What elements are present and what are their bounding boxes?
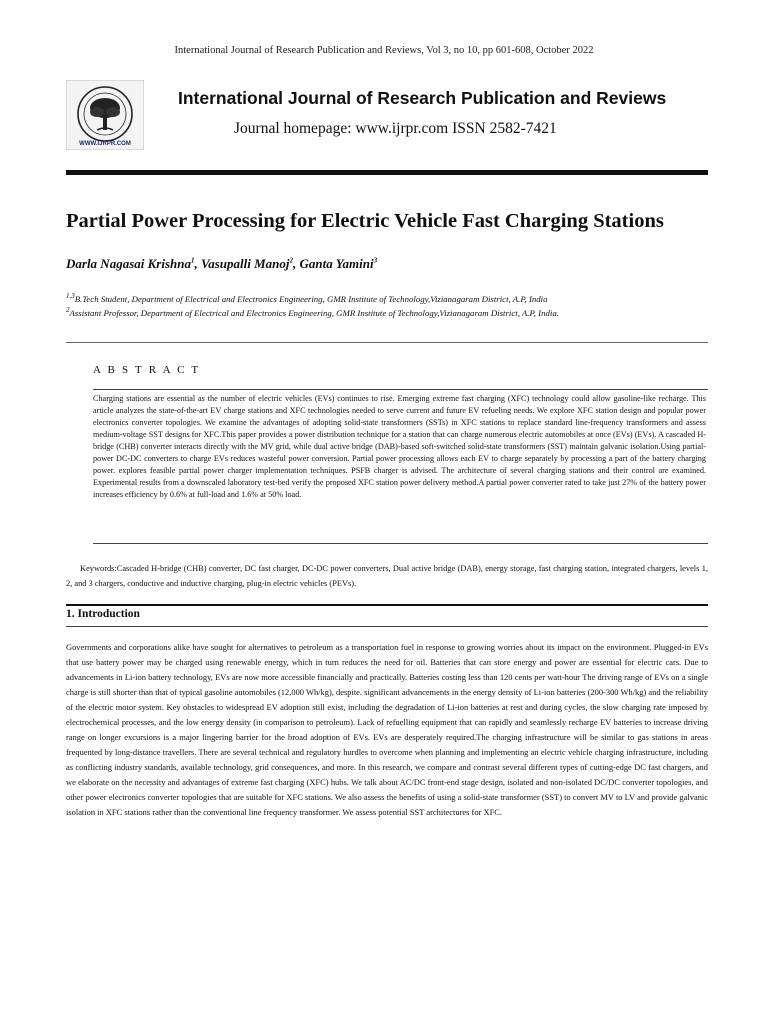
author-sup: 1 [190, 256, 195, 265]
divider [93, 543, 708, 544]
journal-homepage: Journal homepage: www.ijrpr.com ISSN 2582-7421 [234, 120, 557, 137]
author-name: Darla Nagasai Krishna [66, 256, 191, 271]
abstract-heading: A B S T R A C T [93, 364, 201, 376]
divider [66, 626, 708, 627]
running-header: International Journal of Research Publication and Reviews, Vol 3, no 10, pp 601-608, October 2022 [174, 45, 594, 56]
affiliation-sup: 1,3 [66, 292, 75, 300]
article-title: Partial Power Processing for Electric Vehicle Fast Charging Stations [66, 210, 664, 232]
tree-emblem-icon [66, 80, 144, 162]
journal-header [66, 70, 706, 162]
divider [66, 342, 708, 343]
author-sup: 3 [373, 256, 378, 265]
divider [93, 389, 708, 390]
journal-name: International Journal of Research Publication and Reviews [178, 88, 667, 108]
author-sup: 2 [289, 256, 293, 265]
affiliation-sup: 2 [66, 306, 70, 314]
abstract-text: Charging stations are essential as the number of electric vehicles (EVs) continues to rise. Emerging extreme fast charging (XFC) technology could allow gasoline-like recharge. This article analyzes the state-of-the-art EV charge stations and XFC technologies needed to serve current and future EV refueling needs. We explore XFC station design and popular power electronics converter topologies. We examine the advantages of adopting solid-state transformers (SSTs) in XFC stations to replace standard line-frequency transformers and assess medium-voltage SST designs for XFC.This paper provides a power distribution technique for a station that can charge numerous electric automobiles at once (EVs) (EVs). A cascaded H-bridge (CHB) converter interacts directly with the MV grid, while dual active bridge (DAB)-based soft-switched solid-state transformers (SST) maintain galvanic isolation.Using partial-power DC-DC converters to charge EVs reduces wasteful power conversion. Partial power processing allows each EV to charge separately by processing a part of the battery charging power. explores feasible partial power charger implementation techniques. PSFB charger is advised. The architecture of several charging stations and their control are examined. Experimental results from a downscaled laboratory test-bed verify the proposed XFC station power delivery method.A partial power converter rated to take just 27% of the battery power increases efficiency by 0.6% at full-load and 1.6% at 50% load. [93, 394, 706, 499]
author-name: Vasupalli Manoj [200, 256, 290, 271]
author-list: Darla Nagasai Krishna$^1$, Vasupalli Manoj$^2$, Ganta Yamini$^3$ [66, 256, 378, 271]
keywords: Keywords:Cascaded H-bridge (CHB) converter, DC fast charger, DC-DC power converters, Dual active bridge (DAB), energy storage, fast charging station, integrated chargers, levels 1, 2, and 3 chargers, conductive and inductive charging, plug-in electric vehicles (PEVs). [66, 564, 708, 588]
logo-url-text: WWW.IJRPR.COM [79, 141, 131, 147]
header-divider [66, 170, 708, 175]
affiliation [66, 292, 548, 304]
introduction-text: Governments and corporations alike have sought for alternatives to petroleum as a transportation fuel in response to growing worries about its impact on the environment. Plugged-in EVs that use battery power may be charged using renewable energy, which in turn reduces the need for oil. Batteries that can store energy and power are essential for electric cars. Due to advancements in Li-ion battery technology, EVs are now more accessible financially and practically. Batteries costing less than 120 cents per watt-hour The driving range of EVs on a single charge is still shorter than that of typical gasoline automobiles (12,000 Wh/kg), despite. significant advancements in the energy density of Li-ion batteries (200-300 Wh/kg) and the reliability of the electric motor system. Key obstacles to widespread EV adoption still exist, including the degradation of Li-ion batteries at rest and during cycles, the slow charging rate imposed by electrochemical processes, and the low energy density (in comparison to petroleum). Lack of refuelling equipment that can rapidly and seamlessly recharge EV batteries to increase driving range on longer excursions is a major lingering barrier for the broad adoption of EVs. EVs are desperately required.The charging infrastructure will be similar to gas stations in areas frequented by long-distance travellers. There are several technical and regulatory hurdles to overcome when planning and implementing an electric vehicle charging infrastructure, including as conflicting industry standards, available technology, grid consequences, and more. In this research, we compare and contrast several different types of cutting-edge DC fast chargers, and we elaborate on the necessity and advantages of extreme fast charging (XFC) hubs. We talk about AC/DC front-end stage design, isolated and non-isolated DC/DC converter topologies, and other power electronics converter topologies that are suitable for XFC stations. We also assess the benefits of using a solid-state transformer (SST) to convert MV to LV and provide galvanic isolation in XFC stations rather than the conventional line frequency transformer. We assess potential SST architectures for XFC. [66, 642, 708, 817]
affiliation-text: B.Tech Student, Department of Electrical and Electronics Engineering, GMR Institute of Technology,Vizianagaram District, A.P, India [74, 293, 548, 304]
section-heading: 1. Introduction [66, 608, 140, 620]
affiliation-text: Assistant Professor, Department of Electrical and Electronics Engineering, GMR Institute of Technology,Vizianagaram District, A.P, India. [69, 307, 559, 318]
affiliation [66, 306, 559, 318]
author-name: Ganta Yamini [299, 256, 374, 271]
divider [66, 604, 708, 606]
